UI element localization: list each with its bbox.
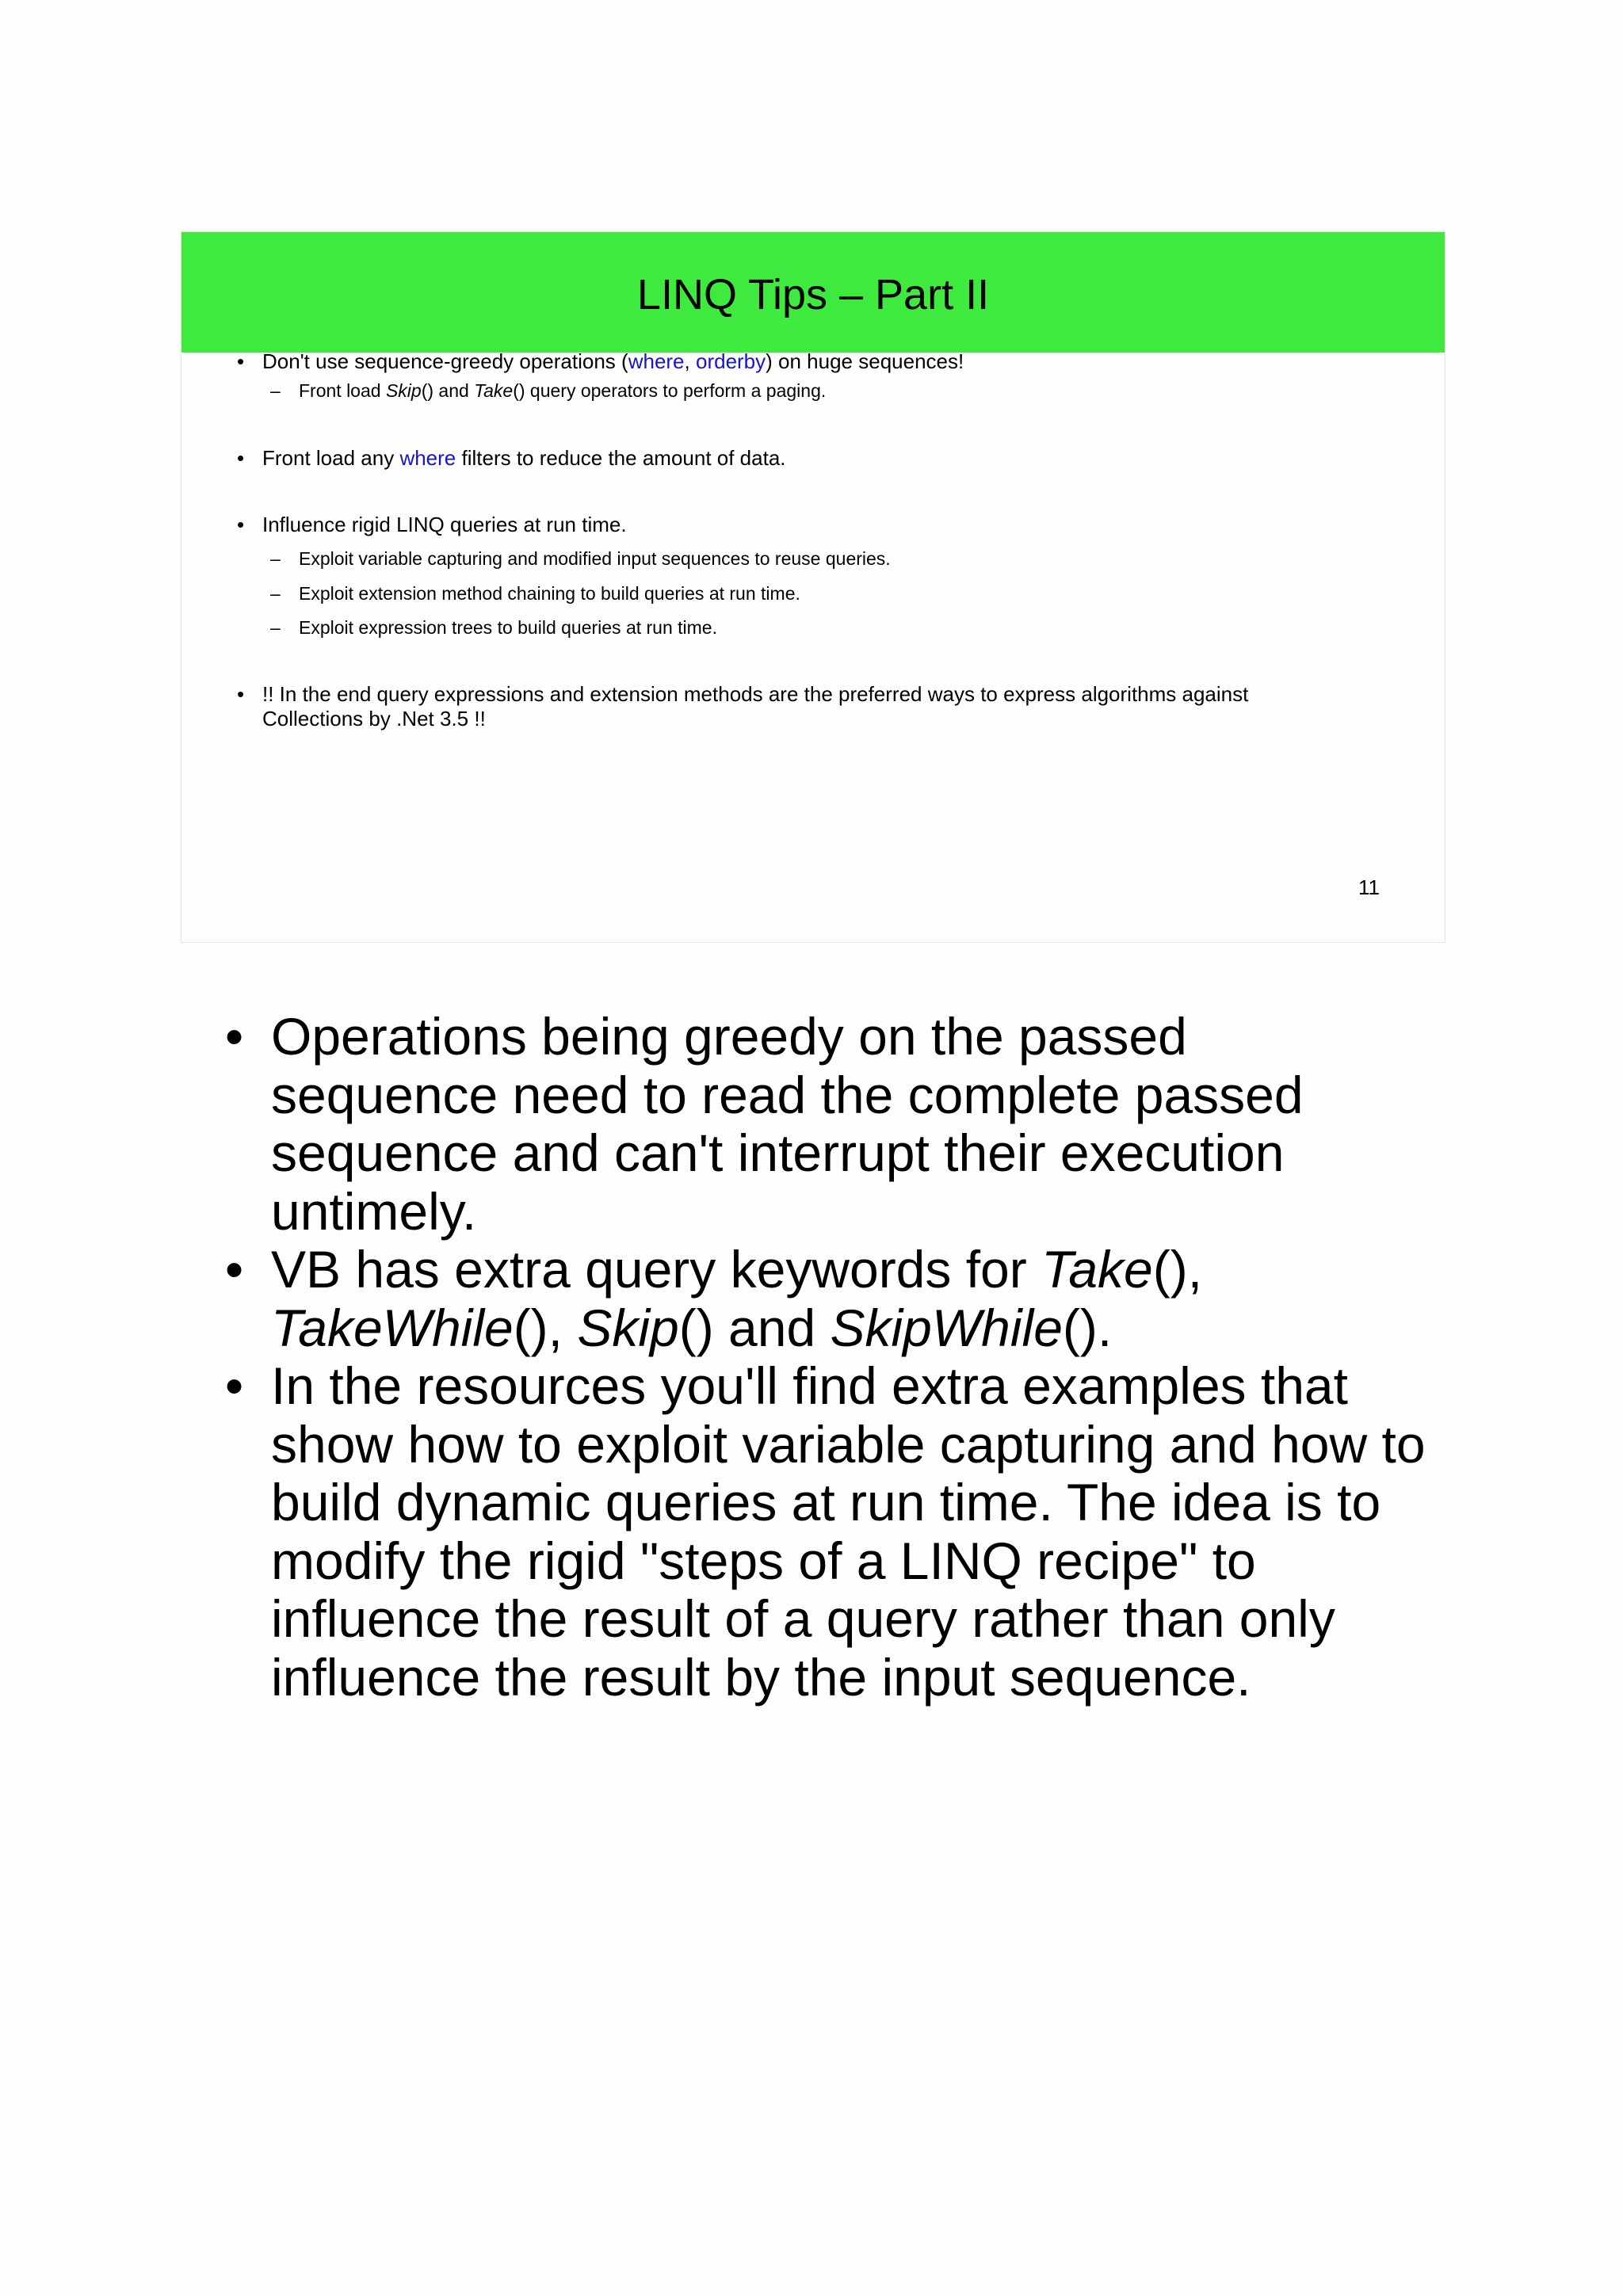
slide-bullet-3 xyxy=(237,513,1365,537)
bullet-text: , xyxy=(684,349,696,373)
bullet-text: ) on huge sequences! xyxy=(766,349,964,373)
sub-bullet-text: () and xyxy=(421,380,475,401)
bullet-text: Don't use sequence-greedy operations ( xyxy=(262,349,628,373)
bullet-text: Influence rigid LINQ queries at run time. xyxy=(262,513,627,536)
bullet-dot: • xyxy=(237,513,245,536)
sub-bullet-text: Front load xyxy=(299,380,386,401)
note-line: build dynamic queries at run time. The idea is to xyxy=(271,1473,1381,1531)
note-text: VB has extra query keywords for xyxy=(271,1240,1042,1299)
slide-thumbnail xyxy=(181,231,1445,943)
slide-subbullet-1 xyxy=(270,379,1365,402)
sub-bullet-text: Exploit extension method chaining to build queries at run time. xyxy=(299,583,800,604)
method-skip: Skip xyxy=(577,1298,679,1357)
note-line: In the resources you'll find extra examples that xyxy=(271,1356,1348,1415)
sub-bullet-text: Exploit expression trees to build queries at run time. xyxy=(299,617,717,638)
bullet-text: filters to reduce the amount of data. xyxy=(456,446,786,470)
bullet-text: Front load any xyxy=(262,446,400,470)
note-text: (), xyxy=(513,1298,578,1357)
keyword-where: where xyxy=(399,446,456,470)
note-line: Operations being greedy on the passed xyxy=(271,1007,1187,1066)
slide-subbullet-3b xyxy=(270,582,1365,605)
method-takewhile: TakeWhile xyxy=(271,1298,514,1357)
slide-bullet-4 xyxy=(237,682,1365,731)
note-line: sequence need to read the complete passed xyxy=(271,1065,1304,1124)
note-line: modify the rigid "steps of a LINQ recipe" to xyxy=(271,1531,1256,1590)
note-line: sequence and can't interrupt their execution xyxy=(271,1123,1285,1182)
note-item-2 xyxy=(225,1240,1444,1357)
sub-bullet-dash: – xyxy=(270,380,281,401)
note-text: (). xyxy=(1062,1298,1113,1357)
slide-subbullet-3c xyxy=(270,616,1365,639)
bullet-text: !! In the end query expressions and extension methods are the preferred ways to express algorithms against xyxy=(262,682,1249,706)
note-line: influence the result of a query rather than only xyxy=(271,1589,1335,1648)
method-skipwhile: SkipWhile xyxy=(830,1298,1063,1357)
note-line: show how to exploit variable capturing and how to xyxy=(271,1414,1426,1474)
sub-bullet-text: () query operators to perform a paging. xyxy=(513,380,827,401)
bullet-dot: • xyxy=(225,1240,244,1299)
slide-title: LINQ Tips – Part II xyxy=(636,271,990,318)
note-text: (), xyxy=(1152,1240,1203,1299)
note-item-3 xyxy=(225,1356,1444,1707)
slide-subbullet-3a xyxy=(270,547,1365,570)
keyword-where: where xyxy=(628,349,685,373)
note-item-1 xyxy=(225,1007,1444,1241)
method-skip: Skip xyxy=(385,380,422,401)
bullet-dot: • xyxy=(237,446,245,470)
sub-bullet-dash: – xyxy=(270,617,281,638)
bullet-dot: • xyxy=(225,1356,244,1415)
slide-bullet-1 xyxy=(237,349,1365,374)
sub-bullet-text: Exploit variable capturing and modified input sequences to reuse queries. xyxy=(299,548,891,569)
note-line: untimely. xyxy=(271,1181,477,1241)
keyword-orderby: orderby xyxy=(695,349,766,373)
slide-page-number: 11 xyxy=(1358,875,1380,899)
bullet-dot: • xyxy=(225,1007,244,1066)
method-take: Take xyxy=(1041,1240,1153,1299)
sub-bullet-dash: – xyxy=(270,583,281,604)
bullet-dot: • xyxy=(237,682,245,706)
note-text: () and xyxy=(678,1298,831,1357)
bullet-dot: • xyxy=(237,349,245,373)
bullet-text: Collections by .Net 3.5 !! xyxy=(262,707,486,730)
slide-bullet-2 xyxy=(237,446,1365,471)
method-take: Take xyxy=(474,380,514,401)
sub-bullet-dash: – xyxy=(270,548,281,569)
slide-header-bar xyxy=(181,232,1445,353)
note-line: influence the result by the input sequence. xyxy=(271,1647,1251,1707)
